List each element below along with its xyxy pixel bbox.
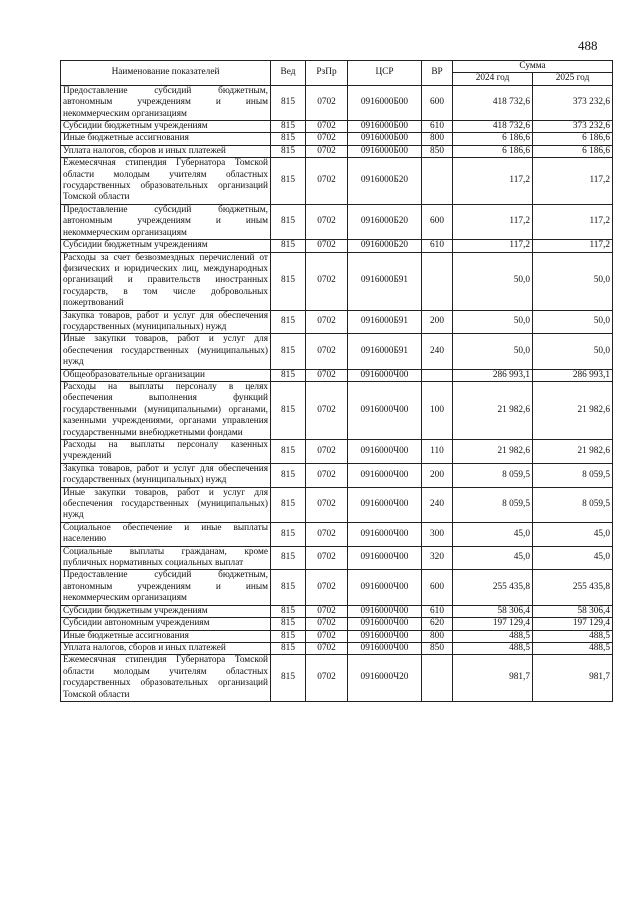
row-ved-cell: 815: [271, 440, 306, 464]
row-vr-cell: 610: [422, 605, 453, 617]
row-name-cell: Расходы на выплаты персоналу в целях обеспечения выполнения функций государственными (муниципальными) органами, казенными учреждениями, органами управления государственными внебюджетными фондами: [61, 381, 271, 439]
row-csr-cell: 0916000Б20: [348, 240, 422, 252]
row-sum-2024-cell: 8 059,5: [453, 487, 533, 522]
header-rzpr: РзПр: [306, 61, 348, 86]
header-row: [61, 61, 613, 73]
row-sum-2024-cell: 255 435,8: [453, 570, 533, 605]
table-row: [61, 133, 613, 145]
row-name-cell: Социальное обеспечение и иные выплаты населению: [61, 522, 271, 546]
row-sum-2025-cell: 373 232,6: [533, 85, 613, 120]
row-ved-cell: 815: [271, 381, 306, 439]
row-vr-cell: 850: [422, 145, 453, 157]
table-row: [61, 570, 613, 605]
row-vr-cell: 240: [422, 334, 453, 369]
row-name-cell: Общеобразовательные организации: [61, 369, 271, 381]
row-sum-2025-cell: 8 059,5: [533, 463, 613, 487]
row-ved-cell: 815: [271, 252, 306, 310]
table-row: [61, 145, 613, 157]
row-csr-cell: 0916000Ч00: [348, 546, 422, 570]
row-name-cell: Закупка товаров, работ и услуг для обеспечения государственных (муниципальных) нужд: [61, 310, 271, 334]
row-rzpr-cell: 0702: [306, 334, 348, 369]
row-sum-2025-cell: 50,0: [533, 334, 613, 369]
row-rzpr-cell: 0702: [306, 145, 348, 157]
row-vr-cell: 200: [422, 463, 453, 487]
header-sum: Сумма: [453, 61, 613, 73]
row-sum-2024-cell: 488,5: [453, 642, 533, 654]
row-rzpr-cell: 0702: [306, 546, 348, 570]
row-vr-cell: 610: [422, 240, 453, 252]
header-name: Наименование показателей: [61, 61, 271, 86]
row-sum-2025-cell: 255 435,8: [533, 570, 613, 605]
row-csr-cell: 0916000Б00: [348, 121, 422, 133]
header-year-2024: 2024 год: [453, 73, 533, 85]
row-name-cell: Субсидии бюджетным учреждениям: [61, 121, 271, 133]
row-sum-2025-cell: 45,0: [533, 522, 613, 546]
row-sum-2024-cell: 117,2: [453, 240, 533, 252]
row-name-cell: Уплата налогов, сборов и иных платежей: [61, 145, 271, 157]
row-sum-2024-cell: 117,2: [453, 204, 533, 239]
row-csr-cell: 0916000Б91: [348, 310, 422, 334]
row-sum-2025-cell: 50,0: [533, 252, 613, 310]
row-ved-cell: 815: [271, 334, 306, 369]
row-vr-cell: 320: [422, 546, 453, 570]
row-ved-cell: 815: [271, 570, 306, 605]
row-sum-2024-cell: 50,0: [453, 310, 533, 334]
header-ved: Вед: [271, 61, 306, 86]
row-sum-2024-cell: 488,5: [453, 630, 533, 642]
row-vr-cell: 600: [422, 204, 453, 239]
row-rzpr-cell: 0702: [306, 618, 348, 630]
table-row: [61, 630, 613, 642]
row-csr-cell: 0916000Б00: [348, 133, 422, 145]
table-row: [61, 487, 613, 522]
row-ved-cell: 815: [271, 145, 306, 157]
row-ved-cell: 815: [271, 642, 306, 654]
row-sum-2024-cell: 286 993,1: [453, 369, 533, 381]
row-rzpr-cell: 0702: [306, 463, 348, 487]
row-csr-cell: 0916000Б20: [348, 204, 422, 239]
row-vr-cell: [422, 369, 453, 381]
row-csr-cell: 0916000Ч00: [348, 487, 422, 522]
row-sum-2025-cell: 117,2: [533, 158, 613, 205]
row-csr-cell: 0916000Ч00: [348, 618, 422, 630]
row-name-cell: Ежемесячная стипендия Губернатора Томской области молодым учителям областных государственных образовательных организаций Томской области: [61, 158, 271, 205]
table-row: [61, 440, 613, 464]
row-ved-cell: 815: [271, 204, 306, 239]
row-ved-cell: 815: [271, 630, 306, 642]
row-name-cell: Расходы на выплаты персоналу казенных учреждений: [61, 440, 271, 464]
row-rzpr-cell: 0702: [306, 381, 348, 439]
row-name-cell: Уплата налогов, сборов и иных платежей: [61, 642, 271, 654]
row-name-cell: Субсидии бюджетным учреждениям: [61, 240, 271, 252]
row-name-cell: Иные бюджетные ассигнования: [61, 630, 271, 642]
row-sum-2025-cell: 117,2: [533, 240, 613, 252]
row-vr-cell: 600: [422, 570, 453, 605]
table-row: [61, 369, 613, 381]
row-ved-cell: 815: [271, 369, 306, 381]
row-rzpr-cell: 0702: [306, 522, 348, 546]
row-vr-cell: 300: [422, 522, 453, 546]
row-sum-2025-cell: 286 993,1: [533, 369, 613, 381]
table-row: [61, 158, 613, 205]
row-ved-cell: 815: [271, 522, 306, 546]
row-csr-cell: 0916000Б91: [348, 334, 422, 369]
row-vr-cell: 600: [422, 85, 453, 120]
row-rzpr-cell: 0702: [306, 605, 348, 617]
row-name-cell: Иные бюджетные ассигнования: [61, 133, 271, 145]
row-ved-cell: 815: [271, 133, 306, 145]
row-sum-2024-cell: 50,0: [453, 252, 533, 310]
row-vr-cell: 610: [422, 121, 453, 133]
table-row: [61, 252, 613, 310]
row-csr-cell: 0916000Ч00: [348, 381, 422, 439]
budget-table: [60, 60, 613, 702]
row-sum-2024-cell: 45,0: [453, 522, 533, 546]
row-name-cell: Расходы за счет безвозмездных перечислений от физических и юридических лиц, международных организаций и правительств иностранных государств, в том числе добровольных пожертвований: [61, 252, 271, 310]
row-vr-cell: [422, 655, 453, 702]
row-sum-2025-cell: 45,0: [533, 546, 613, 570]
table-row: [61, 655, 613, 702]
row-rzpr-cell: 0702: [306, 204, 348, 239]
row-rzpr-cell: 0702: [306, 310, 348, 334]
row-rzpr-cell: 0702: [306, 121, 348, 133]
row-rzpr-cell: 0702: [306, 487, 348, 522]
row-name-cell: Предоставление субсидий бюджетным, автономным учреждениям и иным некоммерческим организациям: [61, 204, 271, 239]
table-row: [61, 334, 613, 369]
row-sum-2024-cell: 117,2: [453, 158, 533, 205]
table-row: [61, 463, 613, 487]
row-name-cell: Предоставление субсидий бюджетным, автономным учреждениям и иным некоммерческим организациям: [61, 85, 271, 120]
row-name-cell: Социальные выплаты гражданам, кроме публичных нормативных социальных выплат: [61, 546, 271, 570]
row-vr-cell: 850: [422, 642, 453, 654]
row-csr-cell: 0916000Б20: [348, 158, 422, 205]
row-sum-2025-cell: 117,2: [533, 204, 613, 239]
row-name-cell: Иные закупки товаров, работ и услуг для обеспечения государственных (муниципальных) нужд: [61, 334, 271, 369]
row-sum-2024-cell: 21 982,6: [453, 440, 533, 464]
row-sum-2024-cell: 58 306,4: [453, 605, 533, 617]
row-sum-2024-cell: 8 059,5: [453, 463, 533, 487]
row-sum-2025-cell: 488,5: [533, 642, 613, 654]
row-name-cell: Ежемесячная стипендия Губернатора Томской области молодым учителям областных государственных образовательных организаций Томской области: [61, 655, 271, 702]
row-ved-cell: 815: [271, 463, 306, 487]
row-sum-2025-cell: 197 129,4: [533, 618, 613, 630]
row-ved-cell: 815: [271, 85, 306, 120]
row-csr-cell: 0916000Ч00: [348, 570, 422, 605]
row-sum-2025-cell: 373 232,6: [533, 121, 613, 133]
row-rzpr-cell: 0702: [306, 252, 348, 310]
row-rzpr-cell: 0702: [306, 440, 348, 464]
header-year-2025: 2025 год: [533, 73, 613, 85]
row-rzpr-cell: 0702: [306, 85, 348, 120]
table-row: [61, 85, 613, 120]
row-ved-cell: 815: [271, 310, 306, 334]
row-csr-cell: 0916000Ч00: [348, 463, 422, 487]
row-sum-2025-cell: 58 306,4: [533, 605, 613, 617]
row-csr-cell: 0916000Ч00: [348, 522, 422, 546]
row-sum-2024-cell: 6 186,6: [453, 145, 533, 157]
row-sum-2024-cell: 197 129,4: [453, 618, 533, 630]
row-sum-2024-cell: 6 186,6: [453, 133, 533, 145]
row-vr-cell: 110: [422, 440, 453, 464]
row-ved-cell: 815: [271, 487, 306, 522]
row-csr-cell: 0916000Б00: [348, 85, 422, 120]
row-ved-cell: 815: [271, 655, 306, 702]
row-name-cell: Предоставление субсидий бюджетным, автономным учреждениям и иным некоммерческим организациям: [61, 570, 271, 605]
row-rzpr-cell: 0702: [306, 133, 348, 145]
row-rzpr-cell: 0702: [306, 158, 348, 205]
row-sum-2025-cell: 21 982,6: [533, 440, 613, 464]
row-rzpr-cell: 0702: [306, 570, 348, 605]
row-ved-cell: 815: [271, 605, 306, 617]
row-vr-cell: 800: [422, 133, 453, 145]
table-row: [61, 642, 613, 654]
row-name-cell: Субсидии автономным учреждениям: [61, 618, 271, 630]
table-row: [61, 618, 613, 630]
row-vr-cell: [422, 158, 453, 205]
row-csr-cell: 0916000Ч20: [348, 655, 422, 702]
row-rzpr-cell: 0702: [306, 655, 348, 702]
row-ved-cell: 815: [271, 121, 306, 133]
row-csr-cell: 0916000Ч00: [348, 642, 422, 654]
header-csr: ЦСР: [348, 61, 422, 86]
row-sum-2024-cell: 418 732,6: [453, 121, 533, 133]
row-sum-2024-cell: 981,7: [453, 655, 533, 702]
row-name-cell: Субсидии бюджетным учреждениям: [61, 605, 271, 617]
table-row: [61, 121, 613, 133]
row-csr-cell: 0916000Б91: [348, 252, 422, 310]
row-vr-cell: 240: [422, 487, 453, 522]
table-row: [61, 204, 613, 239]
row-vr-cell: 100: [422, 381, 453, 439]
row-rzpr-cell: 0702: [306, 630, 348, 642]
table-row: [61, 310, 613, 334]
row-name-cell: Иные закупки товаров, работ и услуг для обеспечения государственных (муниципальных) нужд: [61, 487, 271, 522]
table-row: [61, 605, 613, 617]
table-row: [61, 522, 613, 546]
row-sum-2024-cell: 45,0: [453, 546, 533, 570]
row-rzpr-cell: 0702: [306, 240, 348, 252]
row-csr-cell: 0916000Ч00: [348, 630, 422, 642]
row-vr-cell: 200: [422, 310, 453, 334]
row-sum-2025-cell: 50,0: [533, 310, 613, 334]
row-csr-cell: 0916000Ч00: [348, 605, 422, 617]
row-ved-cell: 815: [271, 618, 306, 630]
row-sum-2025-cell: 21 982,6: [533, 381, 613, 439]
row-rzpr-cell: 0702: [306, 369, 348, 381]
row-vr-cell: 620: [422, 618, 453, 630]
row-sum-2025-cell: 6 186,6: [533, 133, 613, 145]
row-csr-cell: 0916000Б00: [348, 145, 422, 157]
row-ved-cell: 815: [271, 546, 306, 570]
table-row: [61, 381, 613, 439]
row-sum-2025-cell: 8 059,5: [533, 487, 613, 522]
row-sum-2024-cell: 21 982,6: [453, 381, 533, 439]
row-csr-cell: 0916000Ч00: [348, 369, 422, 381]
row-vr-cell: 800: [422, 630, 453, 642]
row-sum-2025-cell: 981,7: [533, 655, 613, 702]
row-sum-2024-cell: 418 732,6: [453, 85, 533, 120]
row-vr-cell: [422, 252, 453, 310]
row-sum-2024-cell: 50,0: [453, 334, 533, 369]
table-row: [61, 240, 613, 252]
row-ved-cell: 815: [271, 158, 306, 205]
header-vr: ВР: [422, 61, 453, 86]
row-ved-cell: 815: [271, 240, 306, 252]
row-sum-2025-cell: 488,5: [533, 630, 613, 642]
table-body: [61, 85, 613, 701]
table-row: [61, 546, 613, 570]
page-number: 488: [578, 38, 598, 53]
row-rzpr-cell: 0702: [306, 642, 348, 654]
row-sum-2025-cell: 6 186,6: [533, 145, 613, 157]
row-name-cell: Закупка товаров, работ и услуг для обеспечения государственных (муниципальных) нужд: [61, 463, 271, 487]
row-csr-cell: 0916000Ч00: [348, 440, 422, 464]
